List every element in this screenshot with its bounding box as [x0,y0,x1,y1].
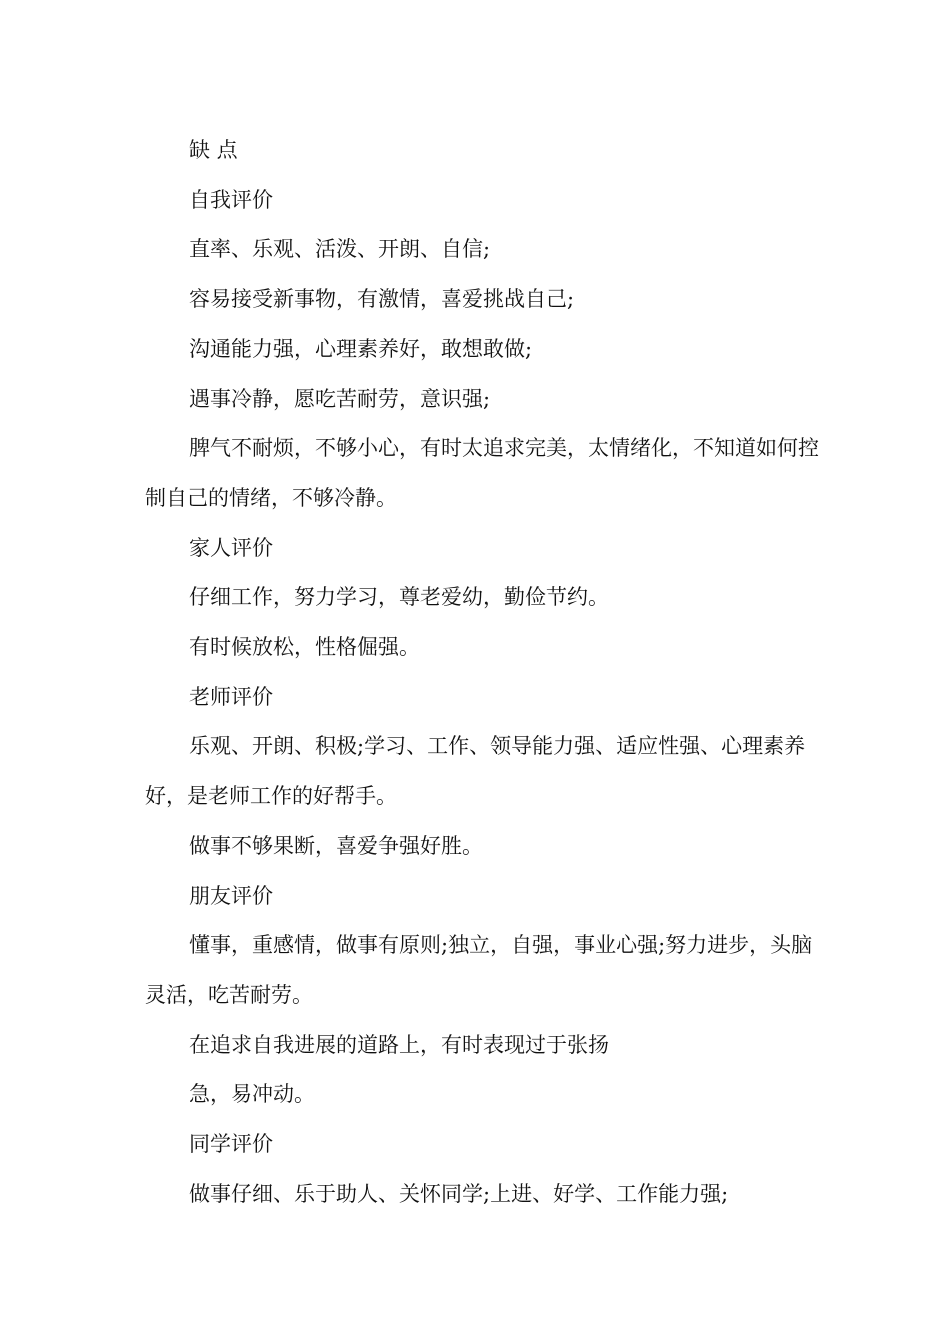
heading-classmate-evaluation: 同学评价 [189,1132,273,1157]
paragraph: 乐观、开朗、积极;学习、工作、领导能力强、适应性强、心理素养好，是老师工作的好帮手。 [145,734,806,809]
paragraph: 做事仔细、乐于助人、关怀同学;上进、好学、工作能力强; [189,1181,729,1206]
paragraph: 遇事冷静，愿吃苦耐劳，意识强; [189,386,491,411]
paragraph: 直率、乐观、活泼、开朗、自信; [189,237,491,262]
heading-teacher-evaluation: 老师评价 [189,684,273,709]
heading-shortcomings: 缺 点 [189,138,238,162]
heading-family-evaluation: 家人评价 [189,535,273,560]
paragraph: 仔细工作，努力学习，尊老爱幼，勤俭节约。 [189,585,609,610]
document-body [145,126,825,1219]
paragraph: 容易接受新事物，有激情，喜爱挑战自己; [189,287,575,312]
paragraph: 懂事，重感情，做事有原则;独立，自强，事业心强;努力进步，头脑灵活，吃苦耐劳。 [145,933,813,1007]
heading-friend-evaluation: 朋友评价 [189,883,273,908]
paragraph: 急，易冲动。 [189,1082,315,1107]
paragraph: 做事不够果断，喜爱争强好胜。 [189,833,483,858]
paragraph: 在追求自我进展的道路上，有时表现过于张扬 [189,1032,609,1057]
heading-self-evaluation: 自我评价 [189,187,273,212]
paragraph: 有时候放松，性格倔强。 [189,635,420,660]
paragraph: 脾气不耐烦，不够小心，有时太追求完美，太情绪化，不知道如何控制自己的情绪，不够冷静。 [145,436,819,510]
paragraph: 沟通能力强，心理素养好，敢想敢做; [189,336,533,361]
